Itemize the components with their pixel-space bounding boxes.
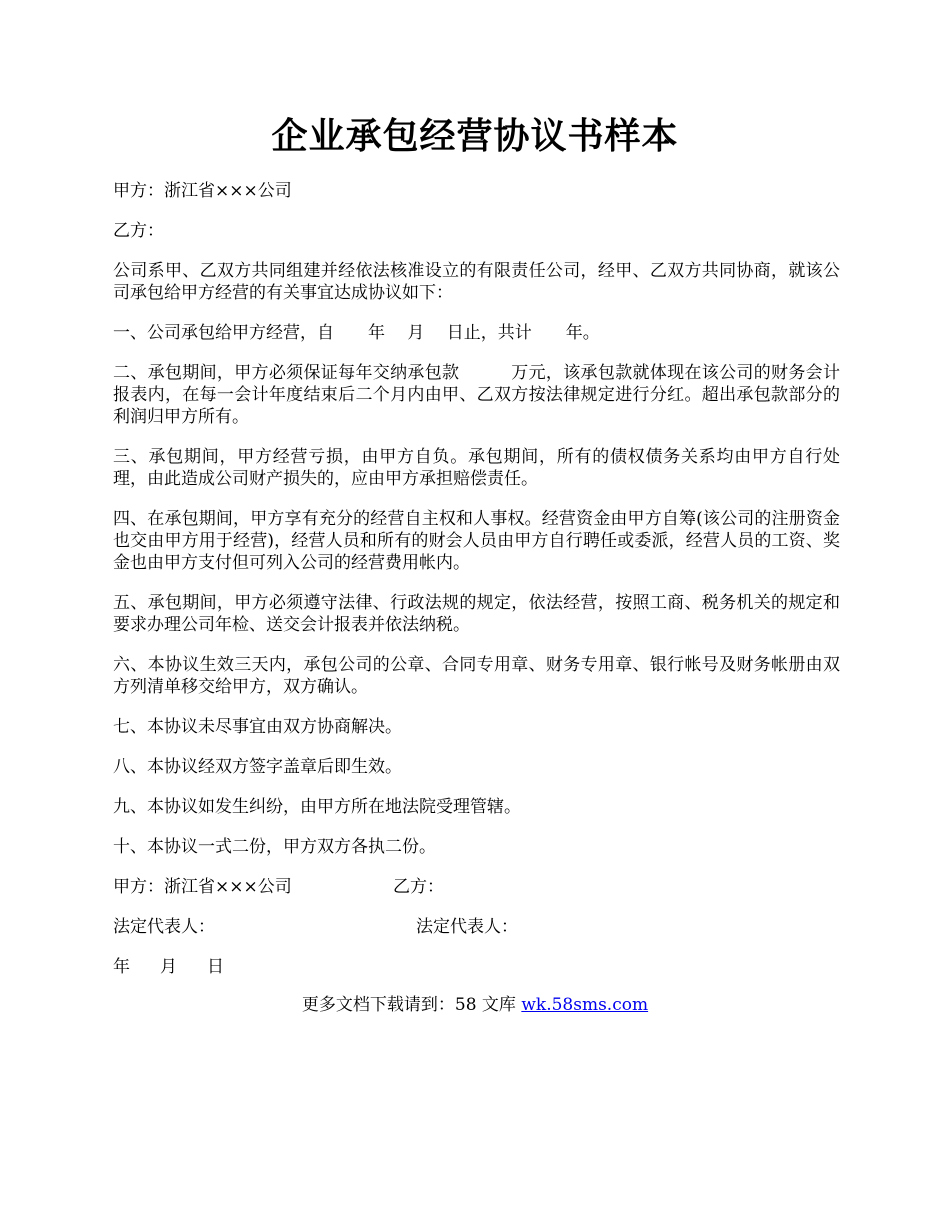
document-body: [113, 180, 840, 996]
clause-4: 四、在承包期间，甲方享有充分的经营自主权和人事权。经营资金由甲方自筹(该公司的注册资金也交由甲方用于经营)，经营人员和所有的财会人员由甲方自行聘任或委派，经营人员的工资、奖金也由甲方支付但可列入公司的经营费用帐内。: [113, 509, 840, 573]
footer-link[interactable]: wk.58sms.com: [521, 995, 649, 1015]
footer-text: 更多文档下载请到：58 文库: [301, 995, 522, 1015]
clause-3: 三、承包期间，甲方经营亏损，由甲方自负。承包期间，所有的债权债务关系均由甲方自行处理，由此造成公司财产损失的，应由甲方承担赔偿责任。: [113, 447, 840, 489]
signature-rep-b: 法定代表人：: [416, 917, 518, 937]
clause-9: 九、本协议如发生纠纷，由甲方所在地法院受理管辖。: [113, 797, 521, 817]
clause-10: 十、本协议一式二份，甲方双方各执二份。: [113, 837, 436, 857]
intro-paragraph: 公司系甲、乙双方共同组建并经依法核准设立的有限责任公司，经甲、乙双方共同协商，就该公司承包给甲方经营的有关事宜达成协议如下：: [113, 261, 840, 303]
signature-rep-row: [113, 916, 840, 938]
signature-rep-a: 法定代表人：: [113, 917, 215, 937]
footer: [0, 994, 950, 1016]
clause-5: 五、承包期间，甲方必须遵守法律、行政法规的规定，依法经营，按照工商、税务机关的规定和要求办理公司年检、送交会计报表并依法纳税。: [113, 593, 840, 635]
signature-party-a: 甲方：浙江省×××公司: [113, 877, 292, 897]
date-year: 年: [113, 957, 130, 977]
clause-7: 七、本协议未尽事宜由双方协商解决。: [113, 717, 402, 737]
clause-2: 二、承包期间，甲方必须保证每年交纳承包款 万元，该承包款就体现在该公司的财务会计报表内，在每一会计年度结束后二个月内由甲、乙双方按法律规定进行分红。超出承包款部分的利润归甲方所有。: [113, 363, 840, 427]
clause-8: 八、本协议经双方签字盖章后即生效。: [113, 757, 402, 777]
party-a-line: 甲方：浙江省×××公司: [113, 181, 292, 201]
document-title: 企业承包经营协议书样本: [271, 115, 679, 157]
signature-party-b: 乙方：: [393, 877, 444, 897]
signature-party-row: [113, 876, 840, 898]
date-month: 月: [160, 957, 177, 977]
party-b-line: 乙方：: [113, 221, 164, 241]
signature-date-row: [113, 956, 840, 978]
date-day: 日: [207, 957, 224, 977]
clause-1: 一、公司承包给甲方经营，自 年 月 日止，共计 年。: [113, 323, 600, 343]
clause-6: 六、本协议生效三天内，承包公司的公章、合同专用章、财务专用章、银行帐号及财务帐册由双方列清单移交给甲方，双方确认。: [113, 655, 840, 697]
